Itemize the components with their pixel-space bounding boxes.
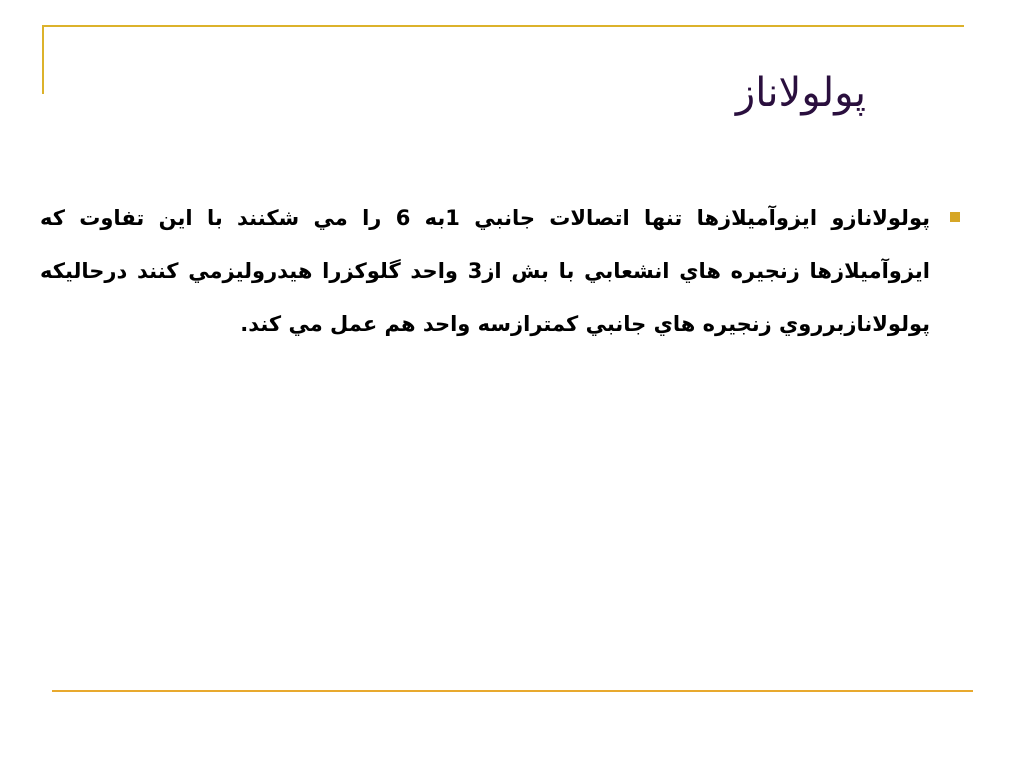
bullet-item (40, 192, 970, 351)
square-bullet-icon (950, 212, 960, 222)
slide-body (40, 192, 970, 351)
frame-left-rule (42, 25, 44, 94)
frame-top-rule (43, 25, 964, 27)
bullet-text: پولولانازو ايزوآميلازها تنها اتصالات جانبي 1به 6 را مي شكنند با اين تفاوت كه ايزوآميلازها زنجيره هاي انشعابي با بش از3 واحد گلوكزرا هيدروليزمي كنند درحاليكه پولولانازبرروي زنجيره هاي جانبي كمترازسه واحد هم عمل مي كند. (40, 206, 930, 336)
slide-title: پولولاناز (735, 70, 866, 116)
frame-bottom-rule (52, 690, 973, 692)
